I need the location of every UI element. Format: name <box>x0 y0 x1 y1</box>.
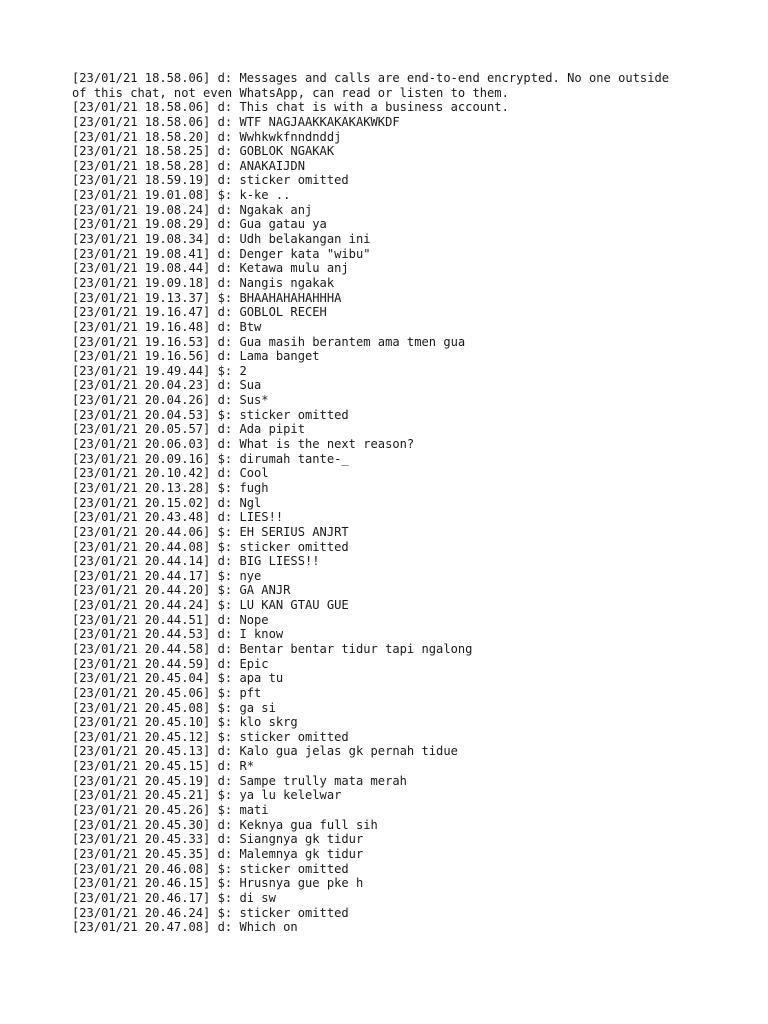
message-timestamp: [23/01/21 20.10.42] <box>72 466 211 481</box>
message-sender: d: <box>217 202 233 217</box>
message-timestamp: [23/01/21 19.08.29] <box>72 217 211 232</box>
message-line <box>72 774 712 789</box>
message-line <box>72 788 712 803</box>
message-sender: d: <box>217 817 233 832</box>
message-line <box>72 569 712 584</box>
message-line <box>72 130 712 145</box>
message-sender: d: <box>217 554 233 569</box>
message-text: ANAKAIJDN <box>239 158 305 173</box>
message-line <box>72 583 712 598</box>
message-timestamp: [23/01/21 20.45.06] <box>72 685 211 700</box>
message-line <box>72 613 712 628</box>
message-sender: $: <box>217 700 233 715</box>
message-text: Hrusnya gue pke h <box>239 876 364 891</box>
message-timestamp: [23/01/21 20.45.12] <box>72 729 211 744</box>
message-sender: d: <box>217 378 233 393</box>
message-sender: $: <box>217 568 233 583</box>
message-text: Keknya gua full sih <box>239 817 378 832</box>
chat-transcript <box>72 71 712 935</box>
message-line <box>72 188 712 203</box>
message-timestamp: [23/01/21 20.44.08] <box>72 539 211 554</box>
message-sender: d: <box>217 627 233 642</box>
message-line <box>72 276 712 291</box>
message-line <box>72 598 712 613</box>
message-sender: d: <box>217 393 233 408</box>
message-timestamp: [23/01/21 18.58.06] <box>72 114 211 129</box>
message-line <box>72 510 712 525</box>
message-line <box>72 496 712 511</box>
message-text: Nangis ngakak <box>239 275 335 290</box>
message-sender: $: <box>217 715 233 730</box>
message-sender: $: <box>217 188 233 203</box>
message-timestamp: [23/01/21 19.08.34] <box>72 232 211 247</box>
message-text: Denger kata "wibu" <box>239 246 371 261</box>
message-sender: $: <box>217 685 233 700</box>
message-timestamp: [23/01/21 20.04.26] <box>72 393 211 408</box>
message-text: GA ANJR <box>239 583 291 598</box>
message-timestamp: [23/01/21 20.44.24] <box>72 598 211 613</box>
message-timestamp: [23/01/21 20.45.26] <box>72 803 211 818</box>
message-sender: d: <box>217 466 233 481</box>
message-timestamp: [23/01/21 20.05.57] <box>72 422 211 437</box>
message-sender: d: <box>217 261 233 276</box>
message-text: of this chat, not even WhatsApp, can read or listen to them. <box>72 85 509 100</box>
message-line <box>72 203 712 218</box>
message-sender: $: <box>217 598 233 613</box>
message-line <box>72 159 712 174</box>
message-line <box>72 671 712 686</box>
message-sender: d: <box>217 349 233 364</box>
message-sender: $: <box>217 363 233 378</box>
message-line <box>72 291 712 306</box>
message-line <box>72 862 712 877</box>
message-sender: $: <box>217 890 233 905</box>
message-timestamp: [23/01/21 20.06.03] <box>72 437 211 452</box>
message-text: Sampe trully mata merah <box>239 773 407 788</box>
message-line <box>72 305 712 320</box>
message-sender: $: <box>217 905 233 920</box>
message-sender: d: <box>217 114 233 129</box>
message-line <box>72 876 712 891</box>
message-timestamp: [23/01/21 20.09.16] <box>72 451 211 466</box>
message-timestamp: [23/01/21 20.45.10] <box>72 715 211 730</box>
message-text: GOBLOL RECEH <box>239 305 327 320</box>
message-line <box>72 832 712 847</box>
message-timestamp: [23/01/21 20.44.58] <box>72 641 211 656</box>
message-text: di sw <box>239 890 276 905</box>
message-text: Which on <box>239 920 298 935</box>
message-timestamp: [23/01/21 18.58.28] <box>72 158 211 173</box>
message-timestamp: [23/01/21 20.45.08] <box>72 700 211 715</box>
message-line <box>72 715 712 730</box>
message-sender: d: <box>217 173 233 188</box>
message-sender: d: <box>217 129 233 144</box>
message-text: sticker omitted <box>239 729 349 744</box>
message-text: Cool <box>239 466 269 481</box>
message-line <box>72 818 712 833</box>
message-text: LIES!! <box>239 510 284 525</box>
message-sender: d: <box>217 305 233 320</box>
message-timestamp: [23/01/21 19.01.08] <box>72 188 211 203</box>
message-sender: d: <box>217 744 233 759</box>
message-text: Bentar bentar tidur tapi ngalong <box>239 641 473 656</box>
message-timestamp: [23/01/21 20.45.21] <box>72 788 211 803</box>
message-line <box>72 891 712 906</box>
message-text: sticker omitted <box>239 905 349 920</box>
message-line <box>72 920 712 935</box>
message-sender: d: <box>217 920 233 935</box>
message-text: LU KAN GTAU GUE <box>239 598 349 613</box>
message-timestamp: [23/01/21 20.13.28] <box>72 480 211 495</box>
message-timestamp: [23/01/21 20.44.06] <box>72 524 211 539</box>
message-timestamp: [23/01/21 19.08.44] <box>72 261 211 276</box>
message-timestamp: [23/01/21 20.47.08] <box>72 920 211 935</box>
message-sender: d: <box>217 612 233 627</box>
message-timestamp: [23/01/21 18.59.19] <box>72 173 211 188</box>
message-sender: d: <box>217 510 233 525</box>
message-sender: d: <box>217 71 233 85</box>
message-timestamp: [23/01/21 19.16.53] <box>72 334 211 349</box>
message-sender: d: <box>217 759 233 774</box>
message-timestamp: [23/01/21 20.44.20] <box>72 583 211 598</box>
message-line <box>72 759 712 774</box>
message-line <box>72 364 712 379</box>
message-timestamp: [23/01/21 19.16.56] <box>72 349 211 364</box>
message-continuation-line <box>72 86 712 101</box>
message-timestamp: [23/01/21 20.45.33] <box>72 832 211 847</box>
message-text: What is the next reason? <box>239 437 415 452</box>
message-timestamp: [23/01/21 20.46.08] <box>72 861 211 876</box>
message-sender: $: <box>217 290 233 305</box>
message-text: R* <box>239 759 255 774</box>
message-text: fugh <box>239 480 269 495</box>
message-line <box>72 642 712 657</box>
message-text: pft <box>239 685 262 700</box>
message-text: Lama banget <box>239 349 320 364</box>
message-text: ya lu kelelwar <box>239 788 342 803</box>
message-timestamp: [23/01/21 20.44.17] <box>72 568 211 583</box>
message-text: Nope <box>239 612 269 627</box>
message-line <box>72 554 712 569</box>
message-timestamp: [23/01/21 20.46.17] <box>72 890 211 905</box>
message-line <box>72 261 712 276</box>
message-timestamp: [23/01/21 20.44.53] <box>72 627 211 642</box>
message-line <box>72 115 712 130</box>
message-timestamp: [23/01/21 20.15.02] <box>72 495 211 510</box>
message-text: Ketawa mulu anj <box>239 261 349 276</box>
message-timestamp: [23/01/21 20.45.19] <box>72 773 211 788</box>
message-line <box>72 540 712 555</box>
message-sender: d: <box>217 641 233 656</box>
message-line <box>72 335 712 350</box>
message-sender: d: <box>217 334 233 349</box>
message-line <box>72 466 712 481</box>
message-line <box>72 408 712 423</box>
message-sender: $: <box>217 729 233 744</box>
message-sender: d: <box>217 144 233 159</box>
message-line <box>72 437 712 452</box>
message-line <box>72 744 712 759</box>
message-sender: $: <box>217 861 233 876</box>
message-text: sticker omitted <box>239 407 349 422</box>
message-timestamp: [23/01/21 19.08.41] <box>72 246 211 261</box>
message-text: Gua gatau ya <box>239 217 327 232</box>
message-line <box>72 701 712 716</box>
message-timestamp: [23/01/21 20.04.53] <box>72 407 211 422</box>
message-text: Ngl <box>239 495 262 510</box>
message-timestamp: [23/01/21 20.45.30] <box>72 817 211 832</box>
message-text: sticker omitted <box>239 861 349 876</box>
message-sender: $: <box>217 671 233 686</box>
message-text: Ada pipit <box>239 422 305 437</box>
message-text: mati <box>239 803 269 818</box>
message-timestamp: [23/01/21 18.58.06] <box>72 100 211 115</box>
message-line <box>72 247 712 262</box>
message-text: Btw <box>239 319 262 334</box>
message-timestamp: [23/01/21 18.58.20] <box>72 129 211 144</box>
message-text: ga si <box>239 700 276 715</box>
message-timestamp: [23/01/21 20.45.04] <box>72 671 211 686</box>
message-timestamp: [23/01/21 19.09.18] <box>72 275 211 290</box>
message-timestamp: [23/01/21 19.16.47] <box>72 305 211 320</box>
message-text: Malemnya gk tidur <box>239 846 364 861</box>
message-sender: d: <box>217 656 233 671</box>
message-line <box>72 627 712 642</box>
message-line <box>72 217 712 232</box>
message-timestamp: [23/01/21 19.13.37] <box>72 290 211 305</box>
message-text: nye <box>239 568 262 583</box>
message-sender: d: <box>217 232 233 247</box>
message-line <box>72 803 712 818</box>
message-text: Udh belakangan ini <box>239 232 371 247</box>
message-line <box>72 393 712 408</box>
message-text: This chat is with a business account. <box>239 100 509 115</box>
message-timestamp: [23/01/21 20.43.48] <box>72 510 211 525</box>
message-timestamp: [23/01/21 18.58.25] <box>72 144 211 159</box>
message-sender: $: <box>217 583 233 598</box>
message-line <box>72 232 712 247</box>
message-sender: d: <box>217 846 233 861</box>
message-sender: $: <box>217 788 233 803</box>
message-sender: $: <box>217 407 233 422</box>
message-timestamp: [23/01/21 19.16.48] <box>72 319 211 334</box>
message-text: Messages and calls are end-to-end encrypted. No one outside <box>239 71 670 85</box>
message-sender: d: <box>217 437 233 452</box>
message-text: Ngakak anj <box>239 202 313 217</box>
message-text: BIG LIESS!! <box>239 554 320 569</box>
message-sender: $: <box>217 539 233 554</box>
message-text: Siangnya gk tidur <box>239 832 364 847</box>
message-timestamp: [23/01/21 20.45.15] <box>72 759 211 774</box>
message-sender: $: <box>217 876 233 891</box>
message-text: BHAAHAHAHAHHHA <box>239 290 342 305</box>
message-line <box>72 452 712 467</box>
message-text: sticker omitted <box>239 173 349 188</box>
message-sender: d: <box>217 319 233 334</box>
message-sender: d: <box>217 495 233 510</box>
message-sender: $: <box>217 803 233 818</box>
message-timestamp: [23/01/21 19.08.24] <box>72 202 211 217</box>
message-timestamp: [23/01/21 20.44.14] <box>72 554 211 569</box>
message-text: GOBLOK NGAKAK <box>239 144 335 159</box>
message-text: Epic <box>239 656 269 671</box>
message-text: Sus* <box>239 393 269 408</box>
message-line <box>72 730 712 745</box>
message-text: 2 <box>239 363 247 378</box>
message-timestamp: [23/01/21 20.45.35] <box>72 846 211 861</box>
message-sender: d: <box>217 158 233 173</box>
message-timestamp: [23/01/21 20.44.59] <box>72 656 211 671</box>
message-line <box>72 481 712 496</box>
message-line <box>72 173 712 188</box>
message-line <box>72 320 712 335</box>
message-text: Sua <box>239 378 262 393</box>
message-timestamp: [23/01/21 20.44.51] <box>72 612 211 627</box>
message-sender: d: <box>217 246 233 261</box>
message-line <box>72 525 712 540</box>
message-timestamp: [23/01/21 19.49.44] <box>72 363 211 378</box>
message-text: dirumah tante-_ <box>239 451 349 466</box>
message-line <box>72 378 712 393</box>
message-sender: d: <box>217 422 233 437</box>
message-text: WTF NAGJAAKKAKAKAKWKDF <box>239 114 400 129</box>
message-line <box>72 686 712 701</box>
message-timestamp: [23/01/21 20.04.23] <box>72 378 211 393</box>
message-text: I know <box>239 627 284 642</box>
message-line <box>72 144 712 159</box>
message-text: apa tu <box>239 671 284 686</box>
message-line <box>72 349 712 364</box>
message-line <box>72 100 712 115</box>
message-sender: $: <box>217 480 233 495</box>
message-line <box>72 657 712 672</box>
message-sender: d: <box>217 100 233 115</box>
message-timestamp: [23/01/21 20.46.24] <box>72 905 211 920</box>
message-sender: d: <box>217 217 233 232</box>
message-text: Gua masih berantem ama tmen gua <box>239 334 466 349</box>
message-sender: d: <box>217 832 233 847</box>
message-timestamp: [23/01/21 18.58.06] <box>72 71 211 85</box>
message-sender: d: <box>217 773 233 788</box>
message-text: sticker omitted <box>239 539 349 554</box>
message-line <box>72 71 712 86</box>
message-text: Wwhkwkfnndnddj <box>239 129 342 144</box>
message-sender: $: <box>217 524 233 539</box>
message-text: klo skrg <box>239 715 298 730</box>
message-line <box>72 906 712 921</box>
message-sender: d: <box>217 275 233 290</box>
message-timestamp: [23/01/21 20.45.13] <box>72 744 211 759</box>
message-line <box>72 847 712 862</box>
message-text: EH SERIUS ANJRT <box>239 524 349 539</box>
message-text: Kalo gua jelas gk pernah tidue <box>239 744 458 759</box>
message-sender: $: <box>217 451 233 466</box>
message-text: k-ke .. <box>239 188 291 203</box>
message-line <box>72 422 712 437</box>
message-timestamp: [23/01/21 20.46.15] <box>72 876 211 891</box>
